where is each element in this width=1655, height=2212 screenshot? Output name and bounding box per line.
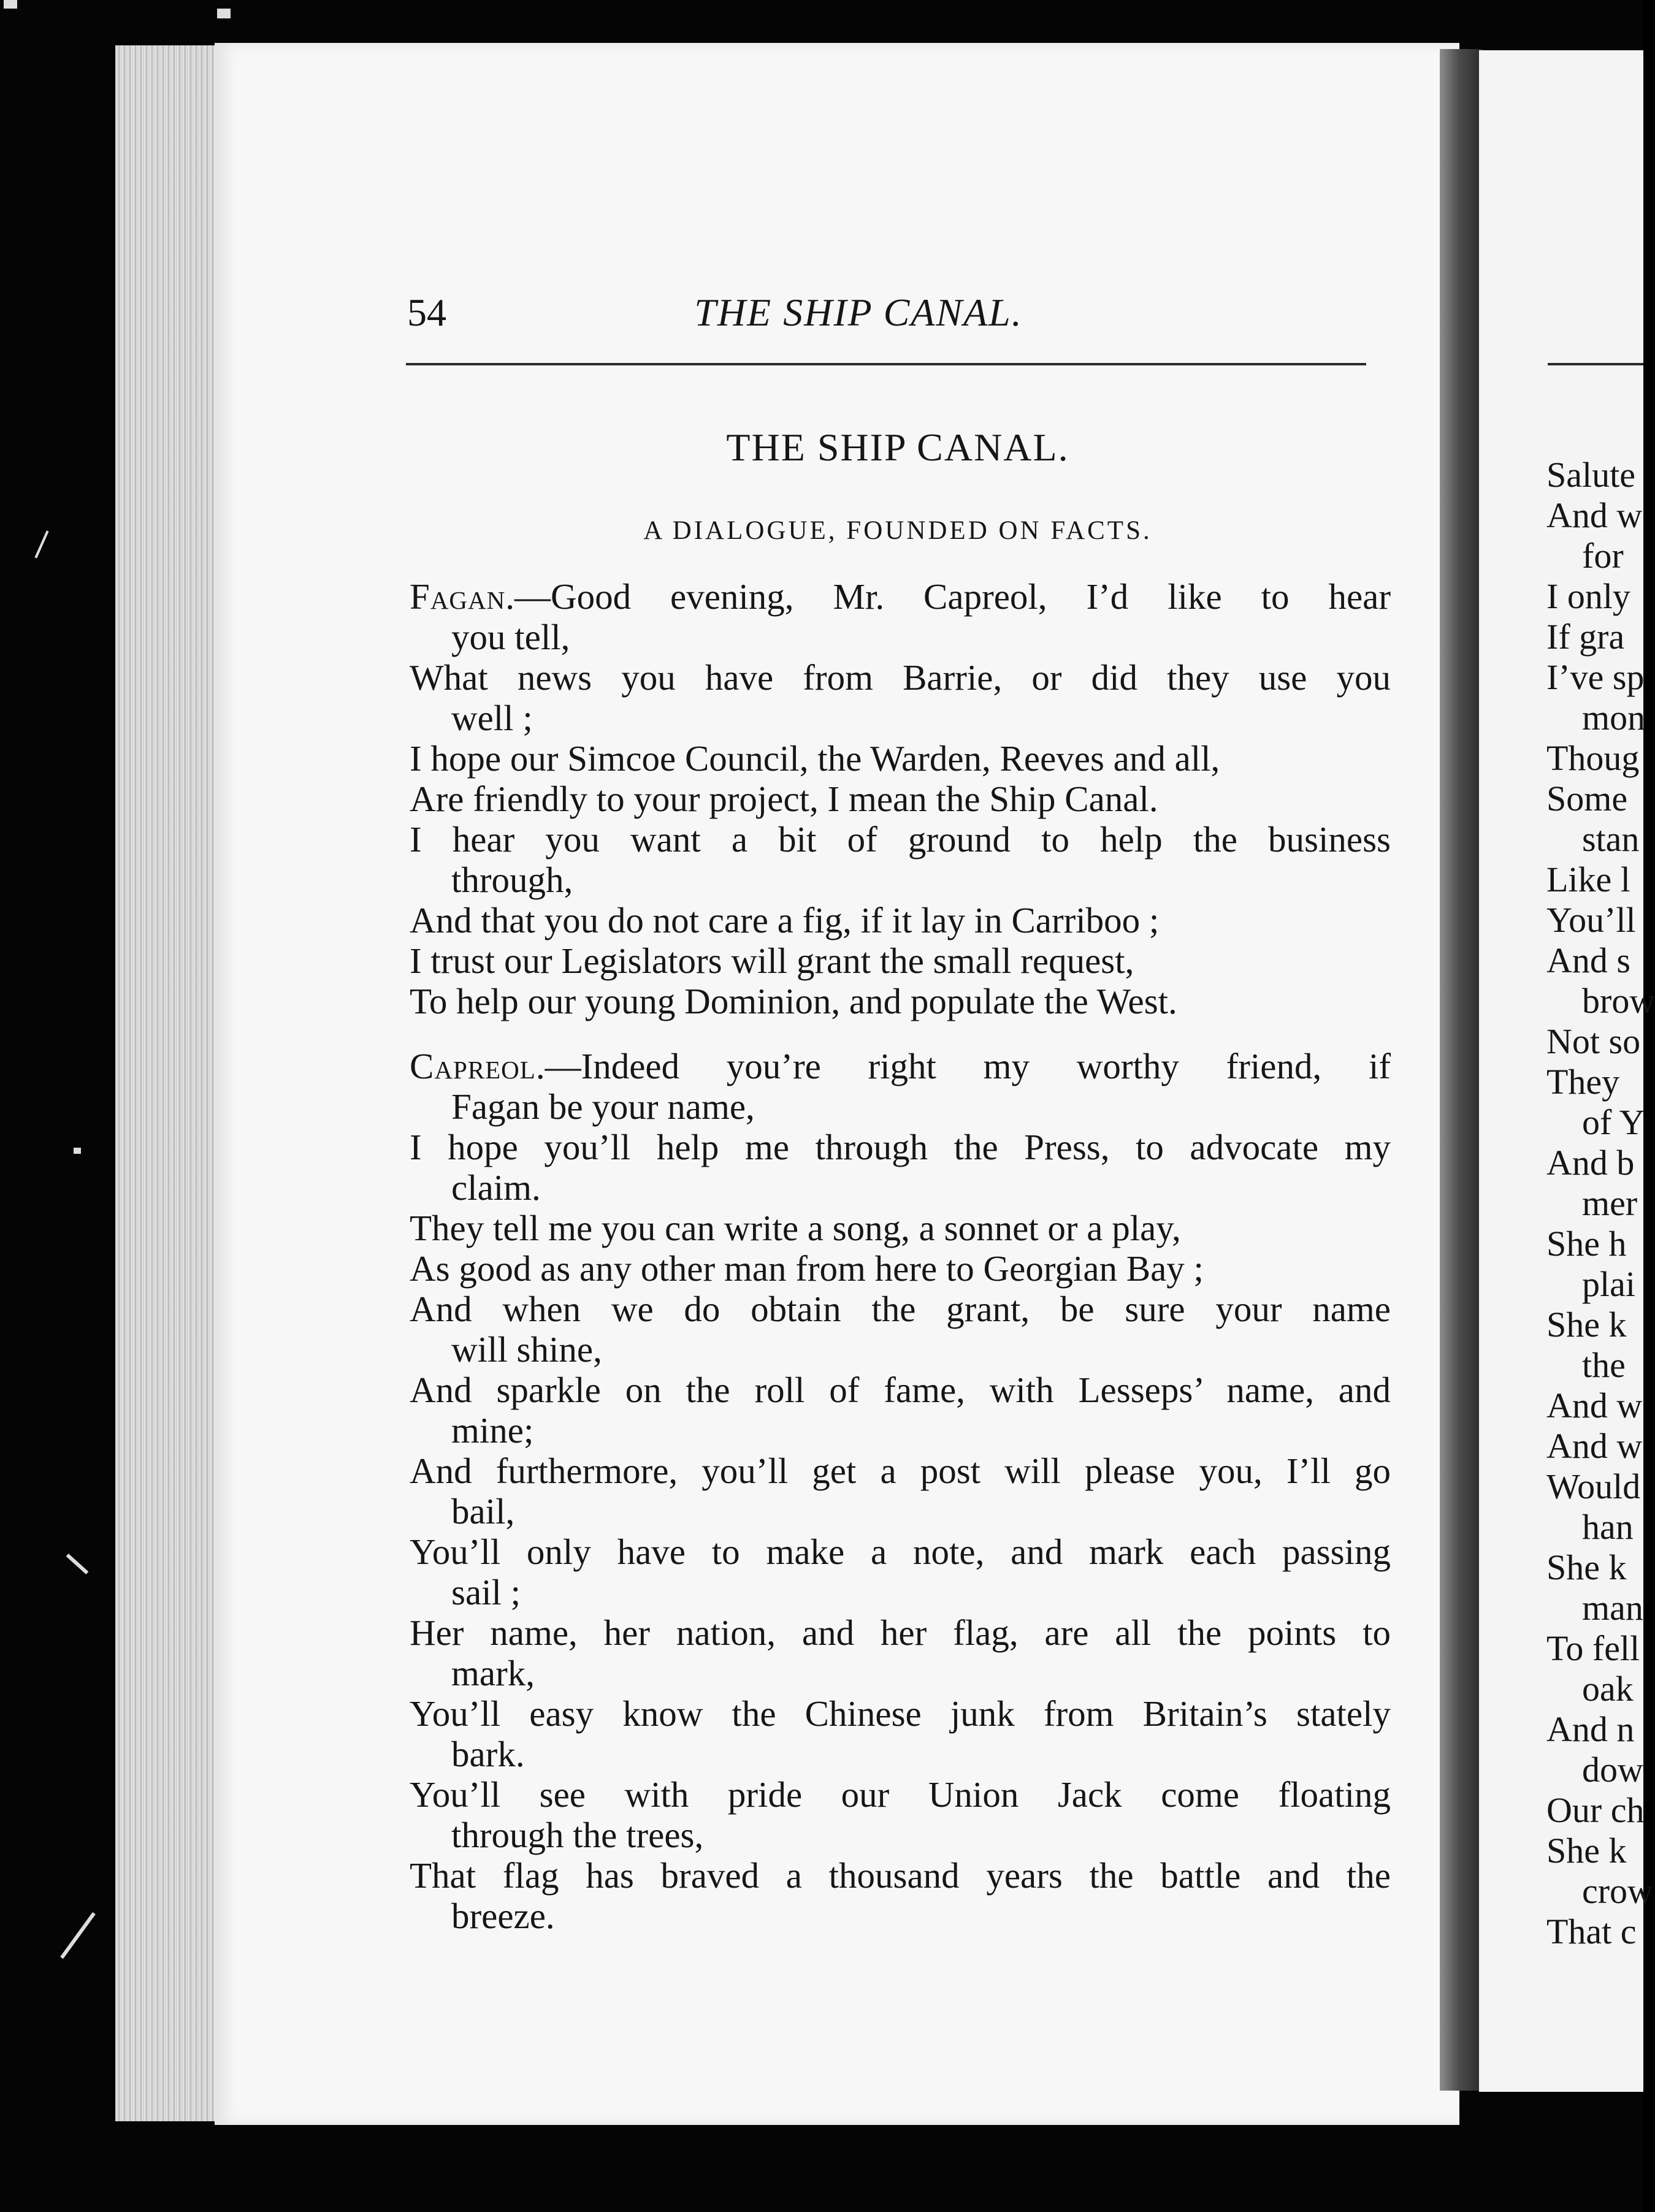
verse-line: will shine, <box>451 1329 602 1370</box>
verse-line: you tell, <box>451 617 570 657</box>
verse-line: She k <box>1546 1547 1627 1587</box>
verse-line: You’ll easy know the Chinese junk from Britain’s stately <box>410 1693 1391 1734</box>
verse-line: stan <box>1582 819 1640 859</box>
verse-line: And w <box>1546 1386 1643 1425</box>
verse-line: As good as any other man from here to Georgian Bay ; <box>410 1248 1204 1289</box>
verse-line: Her name, her nation, and her flag, are all the points to <box>410 1612 1391 1653</box>
verse-line: To fell <box>1546 1628 1640 1668</box>
right-page <box>1479 50 1655 2092</box>
verse-line: han <box>1582 1507 1634 1547</box>
verse-line: I trust our Legislators will grant the small request, <box>410 940 1134 981</box>
verse-line: Not so <box>1546 1021 1641 1061</box>
verse-line: If gra <box>1546 617 1625 657</box>
verse-line: Our ch <box>1546 1790 1645 1830</box>
speaker-name: Fagan <box>410 576 506 617</box>
speaker-dash: .— <box>535 1046 581 1086</box>
poem-subtitle: A DIALOGUE, FOUNDED ON FACTS. <box>643 516 1152 545</box>
verse-line: through, <box>451 860 573 900</box>
verse-line: plai <box>1582 1264 1635 1304</box>
verse-line: You’ll see with pride our Union Jack come floating <box>410 1774 1391 1815</box>
speaker-dash: .— <box>505 576 551 617</box>
verse-line: And n <box>1546 1709 1635 1749</box>
verse-line: And b <box>1546 1143 1635 1183</box>
header-rule <box>406 363 1366 365</box>
verse-line: brow <box>1582 981 1655 1021</box>
verse-line: They <box>1546 1062 1620 1102</box>
page-number: 54 <box>407 291 446 334</box>
verse-line: dow <box>1582 1750 1643 1790</box>
stanza-first-line <box>410 576 1391 617</box>
book-gutter <box>1440 49 1483 2091</box>
verse-line: And when we do obtain the grant, be sure your name <box>410 1289 1391 1329</box>
verse-line: I only <box>1546 576 1630 616</box>
verse-line: Salute <box>1546 455 1635 495</box>
scan-speck <box>66 1554 89 1574</box>
verse-line: She k <box>1546 1305 1627 1344</box>
right-header-rule <box>1548 363 1643 365</box>
verse-line: Some <box>1546 779 1628 818</box>
verse-lines <box>410 617 1391 1021</box>
verse-line: I hope our Simcoe Council, the Warden, Reeves and all, <box>410 738 1220 779</box>
verse-line: I hear you want a bit of ground to help the business <box>410 819 1391 860</box>
verse-line: What news you have from Barrie, or did they use you <box>410 657 1391 698</box>
verse-line: And s <box>1546 940 1630 980</box>
verse-line: mon <box>1582 698 1646 738</box>
verse-line: claim. <box>451 1167 541 1208</box>
verse-line: bark. <box>451 1734 525 1774</box>
stanza-first-line <box>410 1046 1391 1086</box>
verse-lines <box>1546 455 1655 1952</box>
stanza-capreol <box>410 1046 1391 1936</box>
verse-line: You’ll <box>1546 900 1636 940</box>
scan-speck <box>60 1912 96 1959</box>
verse-line: Are friendly to your project, I mean the Ship Canal. <box>410 779 1158 819</box>
verse-line: Would <box>1546 1466 1641 1506</box>
scan-speck <box>4 0 17 9</box>
verse-line: That c <box>1546 1912 1637 1951</box>
stanza-fagan <box>410 576 1391 1021</box>
verse-line: bail, <box>451 1491 515 1531</box>
verse-line: mer <box>1582 1183 1638 1223</box>
first-line-text: Indeed you’re right my worthy friend, if <box>581 1046 1391 1086</box>
verse-line: I’ve sp <box>1546 657 1645 697</box>
verse-line: through the trees, <box>451 1815 704 1855</box>
verse-line: They tell me you can write a song, a sonnet or a play, <box>410 1208 1181 1248</box>
verse-lines <box>410 1086 1391 1936</box>
poem-title: THE SHIP CANAL. <box>726 425 1069 469</box>
verse-line: And sparkle on the roll of fame, with Lesseps’ name, and <box>410 1370 1391 1410</box>
scan-speck <box>217 9 231 18</box>
speaker-name: Capreol <box>410 1046 536 1086</box>
verse-line: And w <box>1546 1426 1643 1466</box>
verse-line: Fagan be your name, <box>451 1086 755 1127</box>
verse-line: And w <box>1546 495 1643 535</box>
verse-line: Thoug <box>1546 738 1640 778</box>
verse-line: And furthermore, you’ll get a post will please you, I’ll go <box>410 1451 1391 1491</box>
verse-line: I hope you’ll help me through the Press, to advocate my <box>410 1127 1391 1167</box>
verse-line: sail ; <box>451 1572 521 1612</box>
page-edges <box>115 45 227 2121</box>
verse-line: mark, <box>451 1653 535 1693</box>
verse-line: crow <box>1582 1871 1653 1911</box>
verse-line: To help our young Dominion, and populate the West. <box>410 981 1177 1021</box>
verse-line: for <box>1582 536 1624 576</box>
verse-line: You’ll only have to make a note, and mark each passing <box>410 1531 1391 1572</box>
first-line-text: Good evening, Mr. Capreol, I’d like to hear <box>551 576 1391 617</box>
verse-line: breeze. <box>451 1896 555 1936</box>
verse-line: man <box>1582 1588 1643 1628</box>
verse-line: of Y <box>1582 1102 1645 1142</box>
verse-line: She h <box>1546 1224 1627 1264</box>
verse-line: oak <box>1582 1669 1634 1709</box>
verse-line: She k <box>1546 1831 1627 1871</box>
verse-line: the <box>1582 1345 1626 1385</box>
running-head: THE SHIP CANAL. <box>694 291 1023 334</box>
scan-speck <box>74 1148 81 1154</box>
verse-line: Like l <box>1546 860 1630 899</box>
scan-speck <box>34 530 48 558</box>
verse-line: mine; <box>451 1410 534 1451</box>
verse-line: And that you do not care a fig, if it lay in Carriboo ; <box>410 900 1160 940</box>
verse-line: well ; <box>451 698 533 738</box>
verse-line: That flag has braved a thousand years the battle and the <box>410 1855 1391 1896</box>
